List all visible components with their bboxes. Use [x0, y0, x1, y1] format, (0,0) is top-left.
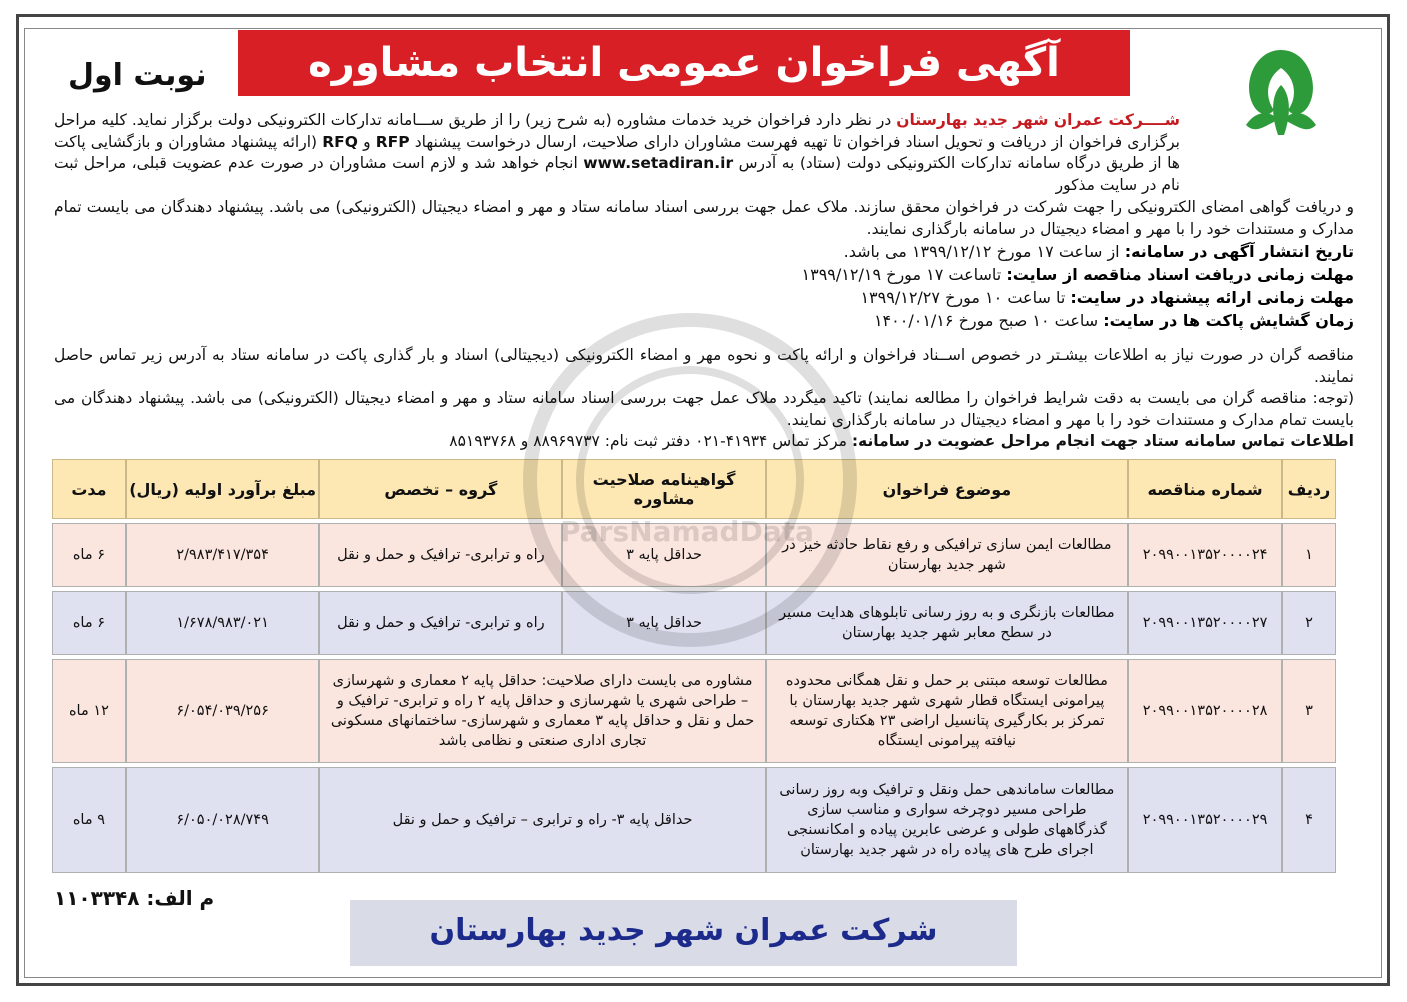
ad-title: آگهی فراخوان عمومی انتخاب مشاوره [238, 30, 1130, 96]
table-row [52, 659, 1336, 763]
website-link[interactable]: www.setadiran.ir [583, 154, 734, 172]
reference-number: م الف: ۱۱۰۳۳۴۸ [54, 886, 215, 910]
cell-subject: مطالعات ایمن سازی ترافیکی و رفع نقاط حادثه خیز در شهر جدید بهارستان [766, 523, 1128, 587]
col-header-row: ردیف [1282, 459, 1336, 519]
cell-subject: مطالعات ساماندهی حمل ونقل و ترافیک وبه روز رسانی طراحی مسیر دوچرخه سواری و مناسب سازی گذرگاههای طولی و عرضی عابرین پیاده و امکانسنجی اجرای طرح های پیاده راه در شهر جدید بهارستان [766, 767, 1128, 873]
col-header-cert: گواهینامه صلاحیت مشاوره [562, 459, 765, 519]
notes-block [54, 345, 1354, 453]
cell-duration: ۶ ماه [52, 523, 126, 587]
cell-duration: ۶ ماه [52, 591, 126, 655]
date-value: تاساعت ۱۷ مورخ ۱۳۹۹/۱۲/۱۹ [801, 265, 1007, 284]
intro-text-2: و [357, 132, 376, 151]
date-value: ساعت ۱۰ صبح مورخ ۱۴۰۰/۰۱/۱۶ [873, 311, 1104, 330]
organization-name: شــــرکت عمران شهر جدید بهارستان [896, 111, 1180, 129]
note-1: مناقصه گران در صورت نیاز به اطلاعات بیشـتر در خصوص اســناد فراخوان و ارائه پاکت و نحوه مهر و امضاء الکترونیکی (دیجیتالی) اسناد و بار گذاری پاکت در سامانه ستاد به آدرس زیر تماس حاصل نمایند. [54, 346, 1354, 386]
round-label: نوبت اول [68, 58, 207, 93]
col-header-group: گروه – تخصص [319, 459, 562, 519]
cell-row: ۱ [1282, 523, 1336, 587]
footer-company-name: شرکت عمران شهر جدید بهارستان [350, 900, 1017, 966]
contact-label: اطلاعات تماس سامانه ستاد جهت انجام مراحل عضویت در سامانه: [851, 432, 1354, 450]
cell-duration: ۹ ماه [52, 767, 126, 873]
cell-row: ۴ [1282, 767, 1336, 873]
col-header-duration: مدت [52, 459, 126, 519]
date-value: از ساعت ۱۷ مورخ ۱۳۹۹/۱۲/۱۲ می باشد. [843, 242, 1125, 261]
table-row [52, 591, 1336, 655]
dates-block [300, 240, 1354, 332]
date-label: زمان گشایش پاکت ها در سایت: [1103, 311, 1354, 330]
cell-number: ۲۰۹۹۰۰۱۳۵۲۰۰۰۰۲۴ [1128, 523, 1282, 587]
contact-line [54, 431, 1354, 453]
cell-number: ۲۰۹۹۰۰۱۳۵۲۰۰۰۰۲۷ [1128, 591, 1282, 655]
table-header-row [52, 459, 1336, 519]
date-label: مهلت زمانی دریافت اسناد مناقصه از سایت: [1006, 265, 1354, 284]
cell-number: ۲۰۹۹۰۰۱۳۵۲۰۰۰۰۲۸ [1128, 659, 1282, 763]
note-2: (توجه: مناقصه گران می بایست به دقت شرایط فراخوان را مطالعه نمایند) تاکید میگردد ملاک عمل جهت بررسی اسناد سامانه ستاد و مهر و امضاء دیجیتال (الکترونیکی) می باشد. پیشنهاد دهندگان می بایست تمام مدارک و مستندات خود را با مهر و امضاء دیجیتال در سامانه بارگذاری نمایند. [54, 389, 1354, 429]
contact-value: مرکز تماس ۴۱۹۳۴-۰۲۱ دفتر ثبت نام: ۸۸۹۶۹۷۳۷ و ۸۵۱۹۳۷۶۸ [449, 432, 852, 450]
cell-row: ۳ [1282, 659, 1336, 763]
col-header-number: شماره مناقصه [1128, 459, 1282, 519]
cell-amount: ۲/۹۸۳/۴۱۷/۳۵۴ [126, 523, 320, 587]
company-logo-icon [1226, 40, 1336, 160]
date-label: تاریخ انتشار آگهی در سامانه: [1124, 242, 1354, 261]
date-line [300, 263, 1354, 286]
cell-duration: ۱۲ ماه [52, 659, 126, 763]
intro-text-4: انجام خواهد شد و لازم است مشاوران در صورت عدم عضویت قبلی، مراحل ثبت نام در سایت مذکور [54, 154, 1180, 194]
watermark-text: ParsNamadData [560, 515, 814, 548]
cell-subject: مطالعات توسعه مبتنی بر حمل و نقل همگانی محدوده پیرامونی ایستگاه قطار شهری شهر جدید بهارستان با تمرکز بر بکارگیری پتانسیل اراضی ۲۳ هکتاری توسعه نیافته پیرامونی ایستگاه [766, 659, 1128, 763]
cell-group: راه و ترابری- ترافیک و حمل و نقل [319, 523, 562, 587]
intro-paragraph [54, 110, 1180, 196]
date-label: مهلت زمانی ارائه پیشنهاد در سایت: [1070, 288, 1354, 307]
rfq-label: RFQ [322, 132, 358, 151]
cell-row: ۲ [1282, 591, 1336, 655]
cell-amount: ۶/۰۵۴/۰۳۹/۲۵۶ [126, 659, 320, 763]
table-row [52, 767, 1336, 873]
date-line [300, 309, 1354, 332]
cell-cert: حداقل پایه ۳ [562, 523, 765, 587]
intro-text-1: در نظر دارد فراخوان خرید خدمات مشاوره (به شرح زیر) را از طریق ســـامانه تدارکات الکترونیکی دولت برگزار نماید. کلیه مراحل برگزاری فراخوان از دریافت و تحویل اسناد فراخوان تا تهیه فهرست مشاوران دارای صلاحیت، ارسال درخواست پیشنهاد [54, 111, 1180, 151]
intro-paragraph-2: و دریافت گواهی امضای الکترونیکی را جهت شرکت در فراخوان محقق سازند. ملاک عمل جهت بررسی اسناد سامانه ستاد و مهر و امضاء دیجیتال (الکترونیکی) می باشد. پیشنهاد دهندگان می بایست تمام مدارک و مستندات خود را با مهر و امضاء دیجیتال در سامانه بارگذاری نمایند. [54, 198, 1354, 238]
cell-cert-merged: حداقل پایه ۳- راه و ترابری – ترافیک و حمل و نقل [319, 767, 765, 873]
date-line [300, 286, 1354, 309]
cell-amount: ۱/۶۷۸/۹۸۳/۰۲۱ [126, 591, 320, 655]
date-line [300, 240, 1354, 263]
intro-text-3: (ارائه پیشنهاد مشاوران و بازگشایی پاکت ها از طریق درگاه سامانه تدارکات الکترونیکی دولت (ستاد) به آدرس [54, 132, 1180, 172]
cell-subject: مطالعات بازنگری و به روز رسانی تابلوهای هدایت مسیر در سطح معابر شهر جدید بهارستان [766, 591, 1128, 655]
cell-number: ۲۰۹۹۰۰۱۳۵۲۰۰۰۰۲۹ [1128, 767, 1282, 873]
date-value: تا ساعت ۱۰ مورخ ۱۳۹۹/۱۲/۲۷ [860, 288, 1071, 307]
col-header-amount: مبلغ برآورد اولیه (ریال) [126, 459, 320, 519]
rfp-label: RFP [375, 132, 410, 151]
cell-cert: حداقل پایه ۳ [562, 591, 765, 655]
cell-cert-merged: مشاوره می بایست دارای صلاحیت: حداقل پایه ۲ معماری و شهرسازی – طراحی شهری یا شهرسازی و حداقل پایه ۲ راه و ترابری- ترافیک و حمل و نقل و حداقل پایه ۳ معماری و شهرسازی- ساختمانهای مسکونی تجاری اداری صنعتی و نظامی باشد [319, 659, 765, 763]
cell-amount: ۶/۰۵۰/۰۲۸/۷۴۹ [126, 767, 320, 873]
col-header-subject: موضوع فراخوان [766, 459, 1128, 519]
cell-group: راه و ترابری- ترافیک و حمل و نقل [319, 591, 562, 655]
